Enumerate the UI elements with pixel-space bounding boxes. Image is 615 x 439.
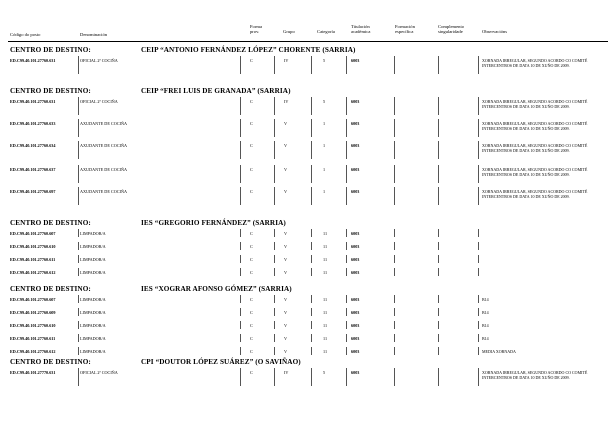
column-rule xyxy=(274,97,275,115)
post-code-cell: ED.C99.40.101.27760.633 xyxy=(10,121,56,126)
post-code-cell: ED.C99.40.101.27760.612 xyxy=(10,270,56,275)
column-rule xyxy=(346,347,347,355)
observations-cell: XORNADA IRREGULAR, SEGUNDO ACORDO CO COMITÉ INTERCENTROS DE DATA 10 DE XUÑO DE 2009. xyxy=(482,99,588,109)
section-heading xyxy=(8,358,608,368)
group-cell: V xyxy=(284,143,288,148)
denomination-cell: LIMPADOR/A xyxy=(80,323,106,328)
column-rule xyxy=(346,229,347,237)
column-rule xyxy=(78,347,79,355)
column-rule xyxy=(478,242,479,250)
column-rule xyxy=(478,229,479,237)
column-rule xyxy=(394,268,395,276)
denomination-cell: LIMPADOR/A xyxy=(80,349,106,354)
category-cell: 11 xyxy=(323,257,328,262)
observations-cell: B14 xyxy=(482,297,489,302)
section-label: CENTRO DE DESTINO: xyxy=(10,358,91,366)
denomination-cell: LIMPADOR/A xyxy=(80,244,106,249)
category-cell: 11 xyxy=(323,244,328,249)
table-row xyxy=(8,189,608,205)
provision-form-cell: C xyxy=(250,167,253,172)
observations-cell: MEDIA XORNADA xyxy=(482,349,516,354)
denomination-cell: AXUDANTE DE COCIÑA xyxy=(80,167,127,172)
column-rule xyxy=(346,255,347,263)
column-rule xyxy=(394,242,395,250)
denomination-cell: LIMPADOR/A xyxy=(80,257,106,262)
column-rule xyxy=(311,187,312,205)
table-row xyxy=(8,121,608,137)
section-center-name: IES “XOGRAR AFONSO GÓMEZ” (SARRIA) xyxy=(141,285,292,293)
denomination-cell: OFICIAL 2ª COCIÑA xyxy=(80,370,118,375)
column-rule xyxy=(394,308,395,316)
qualification-cell: 6003 xyxy=(351,143,360,148)
column-rule xyxy=(478,368,479,386)
qualification-cell: 6003 xyxy=(351,244,360,249)
table-row xyxy=(8,143,608,159)
column-rule xyxy=(394,295,395,303)
section-label: CENTRO DE DESTINO: xyxy=(10,46,91,54)
post-code-cell: ED.C99.40.101.27760.610 xyxy=(10,244,56,249)
post-code-cell: ED.C99.40.101.27760.610 xyxy=(10,323,56,328)
column-rule xyxy=(78,119,79,137)
post-code-cell: ED.C99.40.101.27760.637 xyxy=(10,167,56,172)
table-row xyxy=(8,270,608,286)
column-rule xyxy=(311,308,312,316)
category-cell: 11 xyxy=(323,336,328,341)
observations-cell: XORNADA IRREGULAR, SEGUNDO ACORDO CO COMITÉ INTERCENTROS DE DATA 10 DE XUÑO DE 2009. xyxy=(482,370,588,380)
denomination-cell: LIMPADOR/A xyxy=(80,297,106,302)
post-code-cell: ED.C99.40.101.27760.607 xyxy=(10,231,56,236)
post-code-cell: ED.C99.40.101.27760.612 xyxy=(10,349,56,354)
column-rule xyxy=(78,368,79,386)
column-rule xyxy=(274,242,275,250)
column-rule xyxy=(240,255,241,263)
column-rule xyxy=(438,308,439,316)
column-rule xyxy=(438,347,439,355)
column-rule xyxy=(394,229,395,237)
column-rule xyxy=(478,255,479,263)
denomination-cell: LIMPADOR/A xyxy=(80,270,106,275)
denomination-cell: AXUDANTE DE COCIÑA xyxy=(80,189,127,194)
provision-form-cell: C xyxy=(250,297,253,302)
column-rule xyxy=(240,141,241,159)
column-rule xyxy=(274,187,275,205)
header-formacion: Formación específica xyxy=(395,24,415,34)
column-rule xyxy=(78,97,79,115)
section-heading xyxy=(8,46,608,56)
category-cell: 5 xyxy=(323,58,326,63)
column-rule xyxy=(438,321,439,329)
category-cell: 1 xyxy=(323,189,326,194)
column-rule xyxy=(78,308,79,316)
column-rule xyxy=(438,242,439,250)
section-center-name: IES “GREGORIO FERNÁNDEZ” (SARRIA) xyxy=(141,219,286,227)
column-rule xyxy=(478,295,479,303)
column-rule xyxy=(438,56,439,74)
post-code-cell: ED.C99.40.101.27760.631 xyxy=(10,99,56,104)
column-rule xyxy=(240,268,241,276)
column-rule xyxy=(346,308,347,316)
post-code-cell: ED.C99.40.101.27760.634 xyxy=(10,143,56,148)
denomination-cell: LIMPADOR/A xyxy=(80,336,106,341)
column-rule xyxy=(240,308,241,316)
column-rule xyxy=(274,119,275,137)
observations-cell: B14 xyxy=(482,310,489,315)
category-cell: 11 xyxy=(323,323,328,328)
column-rule xyxy=(478,321,479,329)
group-cell: V xyxy=(284,167,288,172)
qualification-cell: 6003 xyxy=(351,297,360,302)
column-rule xyxy=(438,368,439,386)
column-rule xyxy=(311,141,312,159)
observations-cell: B14 xyxy=(482,323,489,328)
qualification-cell: 6003 xyxy=(351,323,360,328)
section-center-name: CEIP “ANTONIO FERNÁNDEZ LÓPEZ” CHORENTE (SARRIA) xyxy=(141,46,356,54)
group-cell: V xyxy=(284,336,288,341)
group-cell: IV xyxy=(284,370,289,375)
category-cell: 11 xyxy=(323,231,328,236)
group-cell: V xyxy=(284,270,288,275)
column-rule xyxy=(274,368,275,386)
column-rule xyxy=(78,295,79,303)
column-rule xyxy=(274,56,275,74)
category-cell: 5 xyxy=(323,370,326,375)
denomination-cell: OFICIAL 2ª COCIÑA xyxy=(80,58,118,63)
observations-cell: XORNADA IRREGULAR, SEGUNDO ACORDO CO COMITÉ INTERCENTROS DE DATA 10 DE XUÑO DE 2009. xyxy=(482,58,588,68)
column-rule xyxy=(240,321,241,329)
provision-form-cell: C xyxy=(250,189,253,194)
column-rule xyxy=(478,141,479,159)
group-cell: IV xyxy=(284,99,289,104)
qualification-cell: 6003 xyxy=(351,121,360,126)
column-rule xyxy=(240,347,241,355)
column-rule xyxy=(78,56,79,74)
column-rule xyxy=(274,255,275,263)
provision-form-cell: C xyxy=(250,349,253,354)
column-rule xyxy=(311,56,312,74)
column-rule xyxy=(78,165,79,183)
group-cell: V xyxy=(284,244,288,249)
section-label: CENTRO DE DESTINO: xyxy=(10,87,91,95)
header-observacions: Observacións xyxy=(482,29,508,34)
denomination-cell: LIMPADOR/A xyxy=(80,231,106,236)
denomination-cell: LIMPADOR/A xyxy=(80,310,106,315)
column-rule xyxy=(438,141,439,159)
column-rule xyxy=(311,242,312,250)
column-rule xyxy=(478,187,479,205)
provision-form-cell: C xyxy=(250,270,253,275)
provision-form-cell: C xyxy=(250,99,253,104)
column-rule xyxy=(78,242,79,250)
category-cell: 1 xyxy=(323,167,326,172)
column-rule xyxy=(394,368,395,386)
column-rule xyxy=(346,141,347,159)
column-rule xyxy=(274,295,275,303)
column-rule xyxy=(311,347,312,355)
observations-cell: XORNADA IRREGULAR, SEGUNDO ACORDO CO COMITÉ INTERCENTROS DE DATA 10 DE XUÑO DE 2009. xyxy=(482,143,588,153)
column-rule xyxy=(438,165,439,183)
column-rule xyxy=(394,141,395,159)
qualification-cell: 6003 xyxy=(351,167,360,172)
header-complemento: Complemento singularidade xyxy=(438,24,465,34)
qualification-cell: 6003 xyxy=(351,231,360,236)
header-divider xyxy=(8,41,608,42)
observations-cell: B14 xyxy=(482,336,489,341)
column-rule xyxy=(78,321,79,329)
denomination-cell: AXUDANTE DE COCIÑA xyxy=(80,121,127,126)
table-row xyxy=(8,58,608,74)
qualification-cell: 6003 xyxy=(351,270,360,275)
post-code-cell: ED.C99.40.101.27760.697 xyxy=(10,189,56,194)
column-rule xyxy=(478,165,479,183)
provision-form-cell: C xyxy=(250,370,253,375)
header-titulacion: Titulación académica xyxy=(351,24,371,34)
column-rule xyxy=(346,295,347,303)
column-rule xyxy=(438,255,439,263)
column-rule xyxy=(438,187,439,205)
category-cell: 11 xyxy=(323,270,328,275)
observations-cell: XORNADA IRREGULAR, SEGUNDO ACORDO CO COMITÉ INTERCENTROS DE DATA 10 DE XUÑO DE 2009. xyxy=(482,189,588,199)
section-heading xyxy=(8,87,608,97)
column-rule xyxy=(478,97,479,115)
provision-form-cell: C xyxy=(250,231,253,236)
category-cell: 11 xyxy=(323,310,328,315)
column-rule xyxy=(394,347,395,355)
provision-form-cell: C xyxy=(250,257,253,262)
column-rule xyxy=(438,229,439,237)
column-rule xyxy=(78,334,79,342)
table-row xyxy=(8,99,608,115)
column-rule xyxy=(311,295,312,303)
section-center-name: CPI “DOUTOR LÓPEZ SUÁREZ” (O SAVIÑAO) xyxy=(141,358,301,366)
qualification-cell: 6003 xyxy=(351,189,360,194)
column-rule xyxy=(438,268,439,276)
column-rule xyxy=(274,165,275,183)
section-heading xyxy=(8,285,608,295)
column-rule xyxy=(240,242,241,250)
category-cell: 11 xyxy=(323,297,328,302)
column-rule xyxy=(240,334,241,342)
qualification-cell: 6003 xyxy=(351,99,360,104)
group-cell: V xyxy=(284,310,288,315)
provision-form-cell: C xyxy=(250,58,253,63)
qualification-cell: 6003 xyxy=(351,257,360,262)
section-center-name: CEIP “FREI LUIS DE GRANADA” (SARRIA) xyxy=(141,87,291,95)
provision-form-cell: C xyxy=(250,310,253,315)
table-row xyxy=(8,167,608,183)
column-rule xyxy=(346,56,347,74)
column-rule xyxy=(78,268,79,276)
post-code-cell: ED.C99.40.101.27760.611 xyxy=(10,336,56,341)
qualification-cell: 6003 xyxy=(351,58,360,63)
column-rule xyxy=(346,119,347,137)
provision-form-cell: C xyxy=(250,143,253,148)
column-rule xyxy=(78,187,79,205)
column-rule xyxy=(438,119,439,137)
column-rule xyxy=(394,321,395,329)
column-rule xyxy=(274,334,275,342)
group-cell: V xyxy=(284,231,288,236)
column-rule xyxy=(240,119,241,137)
qualification-cell: 6003 xyxy=(351,336,360,341)
header-forma: Forma prov. xyxy=(250,24,262,34)
section-label: CENTRO DE DESTINO: xyxy=(10,219,91,227)
column-rule xyxy=(394,97,395,115)
column-rule xyxy=(394,56,395,74)
column-rule xyxy=(346,334,347,342)
column-rule xyxy=(240,187,241,205)
section-label: CENTRO DE DESTINO: xyxy=(10,285,91,293)
column-rule xyxy=(274,347,275,355)
column-rule xyxy=(78,229,79,237)
qualification-cell: 6003 xyxy=(351,349,360,354)
column-rule xyxy=(478,56,479,74)
column-rule xyxy=(478,334,479,342)
group-cell: V xyxy=(284,297,288,302)
qualification-cell: 6003 xyxy=(351,370,360,375)
group-cell: V xyxy=(284,121,288,126)
section-heading xyxy=(8,219,608,229)
column-rule xyxy=(311,229,312,237)
column-rule xyxy=(311,255,312,263)
column-rule xyxy=(478,308,479,316)
column-rule xyxy=(478,347,479,355)
group-cell: V xyxy=(284,323,288,328)
column-rule xyxy=(274,321,275,329)
header-grupo: Grupo xyxy=(283,29,295,34)
post-code-cell: ED.C99.40.101.27760.631 xyxy=(10,58,56,63)
table-row xyxy=(8,370,608,386)
provision-form-cell: C xyxy=(250,244,253,249)
column-rule xyxy=(346,242,347,250)
column-rule xyxy=(274,141,275,159)
column-rule xyxy=(346,321,347,329)
group-cell: V xyxy=(284,257,288,262)
header-categoria: Categoría xyxy=(317,29,335,34)
header-codigo: Código do posto xyxy=(10,32,41,37)
column-rule xyxy=(394,119,395,137)
observations-cell: XORNADA IRREGULAR, SEGUNDO ACORDO CO COMITÉ INTERCENTROS DE DATA 10 DE XUÑO DE 2009. xyxy=(482,121,588,131)
observations-cell: XORNADA IRREGULAR, SEGUNDO ACORDO CO COMITÉ INTERCENTROS DE DATA 10 DE XUÑO DE 2009. xyxy=(482,167,588,177)
group-cell: IV xyxy=(284,58,289,63)
column-rule xyxy=(394,255,395,263)
provision-form-cell: C xyxy=(250,323,253,328)
column-rule xyxy=(346,268,347,276)
column-rule xyxy=(311,97,312,115)
category-cell: 1 xyxy=(323,143,326,148)
category-cell: 11 xyxy=(323,349,328,354)
column-rule xyxy=(274,229,275,237)
column-rule xyxy=(240,97,241,115)
column-rule xyxy=(274,268,275,276)
column-rule xyxy=(240,229,241,237)
column-rule xyxy=(346,165,347,183)
post-code-cell: ED.C99.40.101.27770.631 xyxy=(10,370,56,375)
column-rule xyxy=(311,368,312,386)
column-rule xyxy=(394,334,395,342)
provision-form-cell: C xyxy=(250,336,253,341)
category-cell: 5 xyxy=(323,99,326,104)
header-denominacion: Denominación xyxy=(80,32,108,37)
post-code-cell: ED.C99.40.101.27760.607 xyxy=(10,297,56,302)
column-rule xyxy=(274,308,275,316)
column-rule xyxy=(346,368,347,386)
category-cell: 1 xyxy=(323,121,326,126)
column-rule xyxy=(438,97,439,115)
column-rule xyxy=(311,334,312,342)
denomination-cell: OFICIAL 2ª COCIÑA xyxy=(80,99,118,104)
qualification-cell: 6003 xyxy=(351,310,360,315)
column-rule xyxy=(346,97,347,115)
column-rule xyxy=(240,295,241,303)
column-rule xyxy=(240,165,241,183)
column-rule xyxy=(478,268,479,276)
column-rule xyxy=(240,368,241,386)
column-rule xyxy=(311,119,312,137)
column-rule xyxy=(78,141,79,159)
column-rule xyxy=(311,268,312,276)
column-rule xyxy=(78,255,79,263)
denomination-cell: AXUDANTE DE COCIÑA xyxy=(80,143,127,148)
column-rule xyxy=(438,295,439,303)
column-rule xyxy=(394,165,395,183)
column-rule xyxy=(240,56,241,74)
group-cell: V xyxy=(284,349,288,354)
table-header xyxy=(0,22,615,40)
column-rule xyxy=(346,187,347,205)
column-rule xyxy=(438,334,439,342)
group-cell: V xyxy=(284,189,288,194)
post-code-cell: ED.C99.40.101.27760.611 xyxy=(10,257,56,262)
column-rule xyxy=(311,165,312,183)
post-code-cell: ED.C99.40.101.27760.609 xyxy=(10,310,56,315)
column-rule xyxy=(394,187,395,205)
provision-form-cell: C xyxy=(250,121,253,126)
column-rule xyxy=(478,119,479,137)
column-rule xyxy=(311,321,312,329)
